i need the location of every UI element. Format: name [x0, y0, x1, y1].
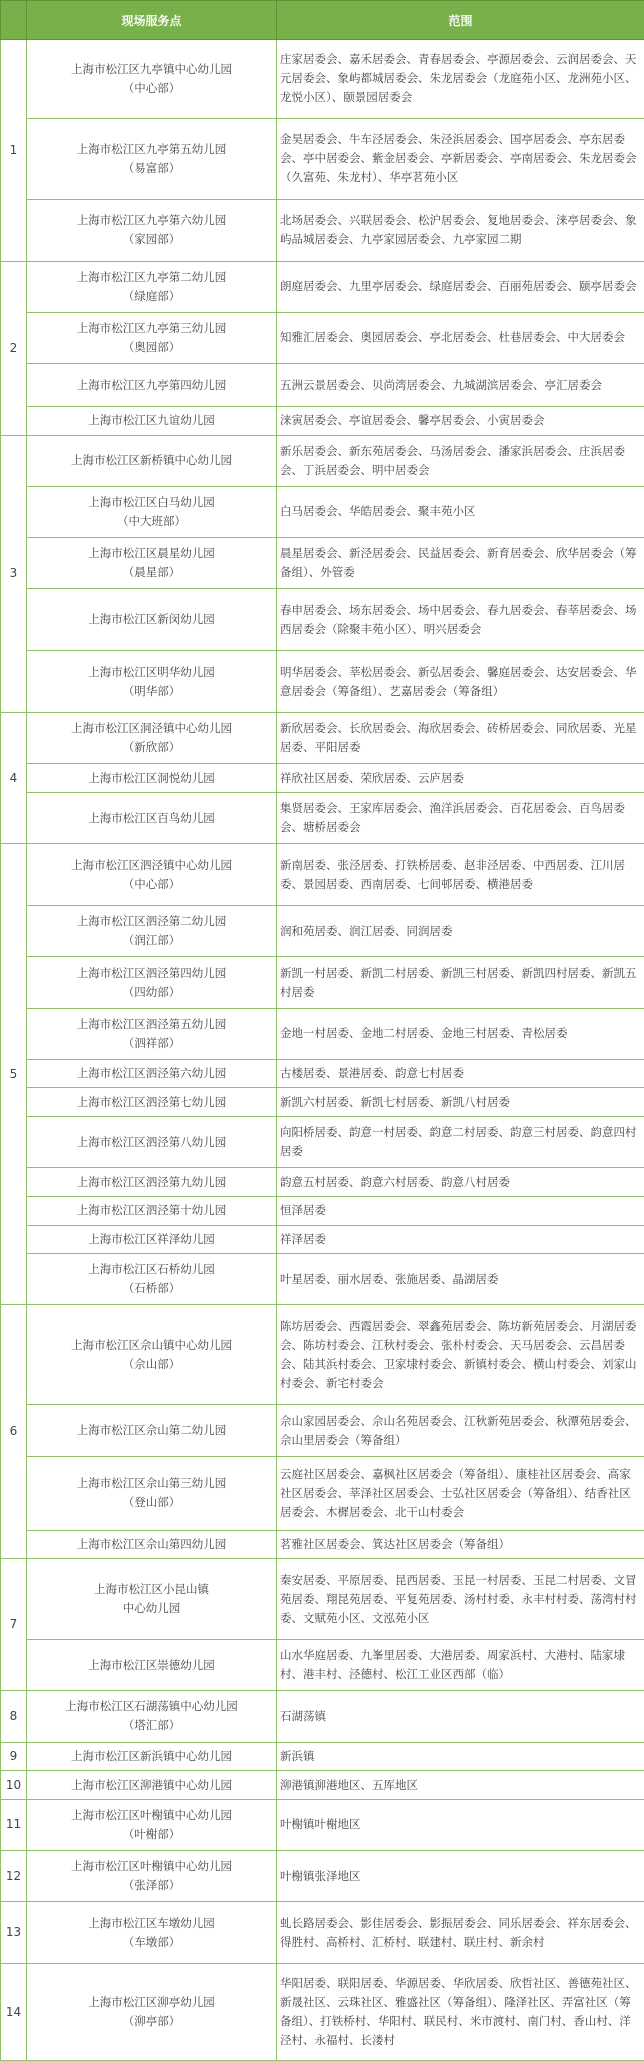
group-index: 2 — [1, 261, 27, 435]
service-point-name: 上海市松江区九亭第六幼儿园 （家园部） — [27, 199, 277, 261]
service-range: 春申居委会、场东居委会、场中居委会、春九居委会、春莘居委会、场西居委会（除聚丰苑小区）、明兴居委会 — [277, 589, 644, 651]
service-range: 祥欣社区居委、荣欣居委、云庐居委 — [277, 764, 644, 793]
service-point-name: 上海市松江区新桥镇中心幼儿园 — [27, 435, 277, 486]
table-row — [1, 844, 644, 906]
service-point-name: 上海市松江区石桥幼儿园 （石桥部） — [27, 1254, 277, 1305]
service-range: 新欣居委会、长欣居委会、海欣居委会、砖桥居委会、同欣居委、光星居委、平阳居委 — [277, 713, 644, 764]
service-point-name: 上海市松江区泗泾镇中心幼儿园 （中心部） — [27, 844, 277, 906]
table-row — [1, 538, 644, 589]
service-range: 晨星居委会、新泾居委会、民益居委会、新育居委会、欣华居委会（筹备组）、外管委 — [277, 538, 644, 589]
service-range: 云庭社区居委会、嘉枫社区居委会（筹备组）、康桂社区居委会、高家社区居委会、莘泽社区居委会、士弘社区居委会（筹备组）、结香社区居委会、木樨居委会、北干山村委会 — [277, 1456, 644, 1530]
service-range: 泖港镇泖港地区、五厍地区 — [277, 1771, 644, 1800]
service-point-name: 上海市松江区新浜镇中心幼儿园 — [27, 1742, 277, 1771]
service-point-name: 上海市松江区九谊幼儿园 — [27, 406, 277, 435]
service-range: 虬长路居委会、影佳居委会、影振居委会、同乐居委会、祥东居委会、得胜村、高桥村、汇桥村、联建村、联庄村、新余村 — [277, 1902, 644, 1964]
service-range: 韵意五村居委、韵意六村居委、韵意八村居委 — [277, 1168, 644, 1197]
group-index: 7 — [1, 1559, 27, 1691]
service-point-name: 上海市松江区石湖荡镇中心幼儿园 （塔汇部） — [27, 1691, 277, 1742]
table-row — [1, 1305, 644, 1405]
service-range: 华阳居委、联阳居委、华源居委、华欣居委、欣哲社区、善德苑社区、新晟社区、云珠社区、雅盛社区（筹备组）、隆泽社区、弄富社区（筹备组）、打铁桥村、华阳村、联民村、米市渡村、南门村、香山村、洋泾村、永福村、长溇村 — [277, 1964, 644, 2061]
table-row — [1, 651, 644, 713]
service-point-name: 上海市松江区佘山第三幼儿园 （登山部） — [27, 1456, 277, 1530]
table-row — [1, 1851, 644, 1902]
service-point-name: 上海市松江区崇德幼儿园 — [27, 1640, 277, 1691]
service-point-name: 上海市松江区叶榭镇中心幼儿园 （叶榭部） — [27, 1799, 277, 1850]
table-row — [1, 1456, 644, 1530]
group-index: 13 — [1, 1902, 27, 1964]
group-index: 8 — [1, 1691, 27, 1742]
service-point-name: 上海市松江区白马幼儿园 （中大班部） — [27, 486, 277, 537]
table-row — [1, 1530, 644, 1559]
table-row — [1, 1059, 644, 1088]
service-range: 五洲云景居委会、贝尚湾居委会、九城湖滨居委会、亭汇居委会 — [277, 364, 644, 407]
service-point-name: 上海市松江区泗泾第八幼儿园 — [27, 1117, 277, 1168]
table-row — [1, 713, 644, 764]
group-index: 9 — [1, 1742, 27, 1771]
service-range: 金昊居委会、牛车泾居委会、朱泾浜居委会、国亭居委会、亭东居委会、亭中居委会、紫金居委会、亭新居委会、亭南居委会、朱龙居委会（久富苑、朱龙村）、华亭茗苑小区 — [277, 118, 644, 199]
service-range: 向阳桥居委、韵意一村居委、韵意二村居委、韵意三村居委、韵意四村居委 — [277, 1117, 644, 1168]
service-range: 叶榭镇叶榭地区 — [277, 1799, 644, 1850]
group-index: 10 — [1, 1771, 27, 1800]
service-range: 恒泽居委 — [277, 1196, 644, 1225]
service-point-name: 上海市松江区泗泾第九幼儿园 — [27, 1168, 277, 1197]
group-index: 1 — [1, 40, 27, 262]
table-row — [1, 1964, 644, 2061]
group-index: 11 — [1, 1799, 27, 1850]
service-range: 叶榭镇张泽地区 — [277, 1851, 644, 1902]
service-range: 庄家居委会、嘉禾居委会、青春居委会、亭源居委会、云润居委会、天元居委会、象屿都城居委会、朱龙居委会（龙庭苑小区、龙洲苑小区、龙悦小区）、颐景园居委会 — [277, 40, 644, 119]
service-point-name: 上海市松江区泗泾第七幼儿园 — [27, 1088, 277, 1117]
table-row — [1, 1691, 644, 1742]
service-range: 石湖荡镇 — [277, 1691, 644, 1742]
group-index: 4 — [1, 713, 27, 844]
table-row — [1, 118, 644, 199]
table-row — [1, 1168, 644, 1197]
service-range: 涞寅居委会、亭谊居委会、馨亭居委会、小寅居委会 — [277, 406, 644, 435]
table-row — [1, 957, 644, 1008]
service-range: 佘山家园居委会、佘山名苑居委会、江秋新苑居委会、秋潭苑居委会、佘山里居委会（筹备组） — [277, 1405, 644, 1456]
table-row — [1, 1559, 644, 1640]
table-row — [1, 1799, 644, 1850]
service-point-name: 上海市松江区泗泾第十幼儿园 — [27, 1196, 277, 1225]
service-range: 北场居委会、兴联居委会、松沪居委会、复地居委会、涞亭居委会、象屿品城居委会、九亭家园居委会、九亭家园二期 — [277, 199, 644, 261]
service-range: 集贤居委会、王家库居委会、渔洋浜居委会、百花居委会、百鸟居委会、塘桥居委会 — [277, 793, 644, 844]
service-point-name: 上海市松江区车墩幼儿园 （车墩部） — [27, 1902, 277, 1964]
service-point-name: 上海市松江区泖亭幼儿园 （泖亭部） — [27, 1964, 277, 2061]
table-row — [1, 764, 644, 793]
table-row — [1, 589, 644, 651]
table-row — [1, 1742, 644, 1771]
service-point-name: 上海市松江区晨星幼儿园 （晨星部） — [27, 538, 277, 589]
group-index: 6 — [1, 1305, 27, 1559]
service-point-name: 上海市松江区明华幼儿园 （明华部） — [27, 651, 277, 713]
service-point-name: 上海市松江区洞悦幼儿园 — [27, 764, 277, 793]
header-index-cell — [1, 1, 27, 40]
table-row — [1, 1254, 644, 1305]
table-row — [1, 199, 644, 261]
service-point-name: 上海市松江区九亭第四幼儿园 — [27, 364, 277, 407]
service-range: 古楼居委、景港居委、韵意七村居委 — [277, 1059, 644, 1088]
service-range: 白马居委会、华皓居委会、聚丰苑小区 — [277, 486, 644, 537]
service-point-name: 上海市松江区新闵幼儿园 — [27, 589, 277, 651]
service-point-name: 上海市松江区九亭镇中心幼儿园 （中心部） — [27, 40, 277, 119]
service-range: 新南居委、张泾居委、打铁桥居委、赵非泾居委、中西居委、江川居委、景园居委、西南居委、七间邨居委、横港居委 — [277, 844, 644, 906]
service-range: 秦安居委、平原居委、昆西居委、玉昆一村居委、玉昆二村居委、文冒苑居委、翔昆苑居委、平复苑居委、汤村村委、永丰村村委、荡湾村村委、文赋苑小区、文泓苑小区 — [277, 1559, 644, 1640]
service-point-name: 上海市松江区祥泽幼儿园 — [27, 1225, 277, 1254]
table-row — [1, 1225, 644, 1254]
service-point-name: 上海市松江区洞泾镇中心幼儿园 （新欣部） — [27, 713, 277, 764]
table-row — [1, 435, 644, 486]
table-row — [1, 364, 644, 407]
service-point-name: 上海市松江区九亭第五幼儿园 （易富部） — [27, 118, 277, 199]
service-point-name: 上海市松江区泗泾第四幼儿园 （四幼部） — [27, 957, 277, 1008]
table-row — [1, 793, 644, 844]
service-point-name: 上海市松江区泗泾第六幼儿园 — [27, 1059, 277, 1088]
service-point-name: 上海市松江区叶榭镇中心幼儿园 （张泽部） — [27, 1851, 277, 1902]
table-row — [1, 1008, 644, 1059]
group-index: 12 — [1, 1851, 27, 1902]
table-header-row — [1, 1, 644, 40]
service-point-name: 上海市松江区九亭第二幼儿园 （绿庭部） — [27, 261, 277, 312]
table-row — [1, 1196, 644, 1225]
service-point-name: 上海市松江区泖港镇中心幼儿园 — [27, 1771, 277, 1800]
table-row — [1, 1117, 644, 1168]
service-range: 叶星居委、丽水居委、张施居委、晶湖居委 — [277, 1254, 644, 1305]
service-point-name: 上海市松江区九亭第三幼儿园 （奥园部） — [27, 312, 277, 363]
header-site: 现场服务点 — [27, 1, 277, 40]
service-range: 新凯一村居委、新凯二村居委、新凯三村居委、新凯四村居委、新凯五村居委 — [277, 957, 644, 1008]
table-row — [1, 1405, 644, 1456]
group-index: 14 — [1, 1964, 27, 2061]
table-row — [1, 261, 644, 312]
service-range: 陈坊居委会、西霞居委会、翠鑫苑居委会、陈坊新苑居委会、月湖居委会、陈坊村委会、江秋村委会、张朴村委会、天马居委会、云昌居委会、陆其浜村委会、卫家埭村委会、新镇村委会、横山村委会、刘家山村委会、新宅村委会 — [277, 1305, 644, 1405]
table-row — [1, 312, 644, 363]
table-row — [1, 1088, 644, 1117]
table-row — [1, 1771, 644, 1800]
service-point-name: 上海市松江区佘山第二幼儿园 — [27, 1405, 277, 1456]
service-point-name: 上海市松江区泗泾第二幼儿园 （润江部） — [27, 906, 277, 957]
service-point-name: 上海市松江区佘山镇中心幼儿园 （佘山部） — [27, 1305, 277, 1405]
table-row — [1, 906, 644, 957]
service-point-name: 上海市松江区佘山第四幼儿园 — [27, 1530, 277, 1559]
service-range: 金地一村居委、金地二村居委、金地三村居委、青松居委 — [277, 1008, 644, 1059]
table-row — [1, 40, 644, 119]
service-range: 新乐居委会、新东苑居委会、马汤居委会、潘家浜居委会、庄浜居委会、丁浜居委会、明中居委会 — [277, 435, 644, 486]
service-range: 山水华庭居委、九峯里居委、大港居委、周家浜村、大港村、陆家埭村、港丰村、泾德村、松江工业区西部（临） — [277, 1640, 644, 1691]
table-row — [1, 406, 644, 435]
service-point-name: 上海市松江区小昆山镇 中心幼儿园 — [27, 1559, 277, 1640]
service-range: 明华居委会、莘松居委会、新弘居委会、馨庭居委会、达安居委会、华意居委会（筹备组）、艺嘉居委会（筹备组） — [277, 651, 644, 713]
service-range: 新浜镇 — [277, 1742, 644, 1771]
group-index: 3 — [1, 435, 27, 713]
service-point-name: 上海市松江区百鸟幼儿园 — [27, 793, 277, 844]
table-row — [1, 1640, 644, 1691]
service-range: 润和苑居委、润江居委、同润居委 — [277, 906, 644, 957]
table-body — [1, 40, 644, 2061]
table-row — [1, 1902, 644, 1964]
service-range: 朗庭居委会、九里亭居委会、绿庭居委会、百丽苑居委会、颐亭居委会 — [277, 261, 644, 312]
service-range: 茗雅社区居委会、箕达社区居委会（筹备组） — [277, 1530, 644, 1559]
group-index: 5 — [1, 844, 27, 1305]
service-point-name: 上海市松江区泗泾第五幼儿园 （泗祥部） — [27, 1008, 277, 1059]
service-range: 知雅汇居委会、奥园居委会、亭北居委会、杜巷居委会、中大居委会 — [277, 312, 644, 363]
table-row — [1, 486, 644, 537]
service-range: 祥泽居委 — [277, 1225, 644, 1254]
header-range: 范围 — [277, 1, 644, 40]
service-range: 新凯六村居委、新凯七村居委、新凯八村居委 — [277, 1088, 644, 1117]
